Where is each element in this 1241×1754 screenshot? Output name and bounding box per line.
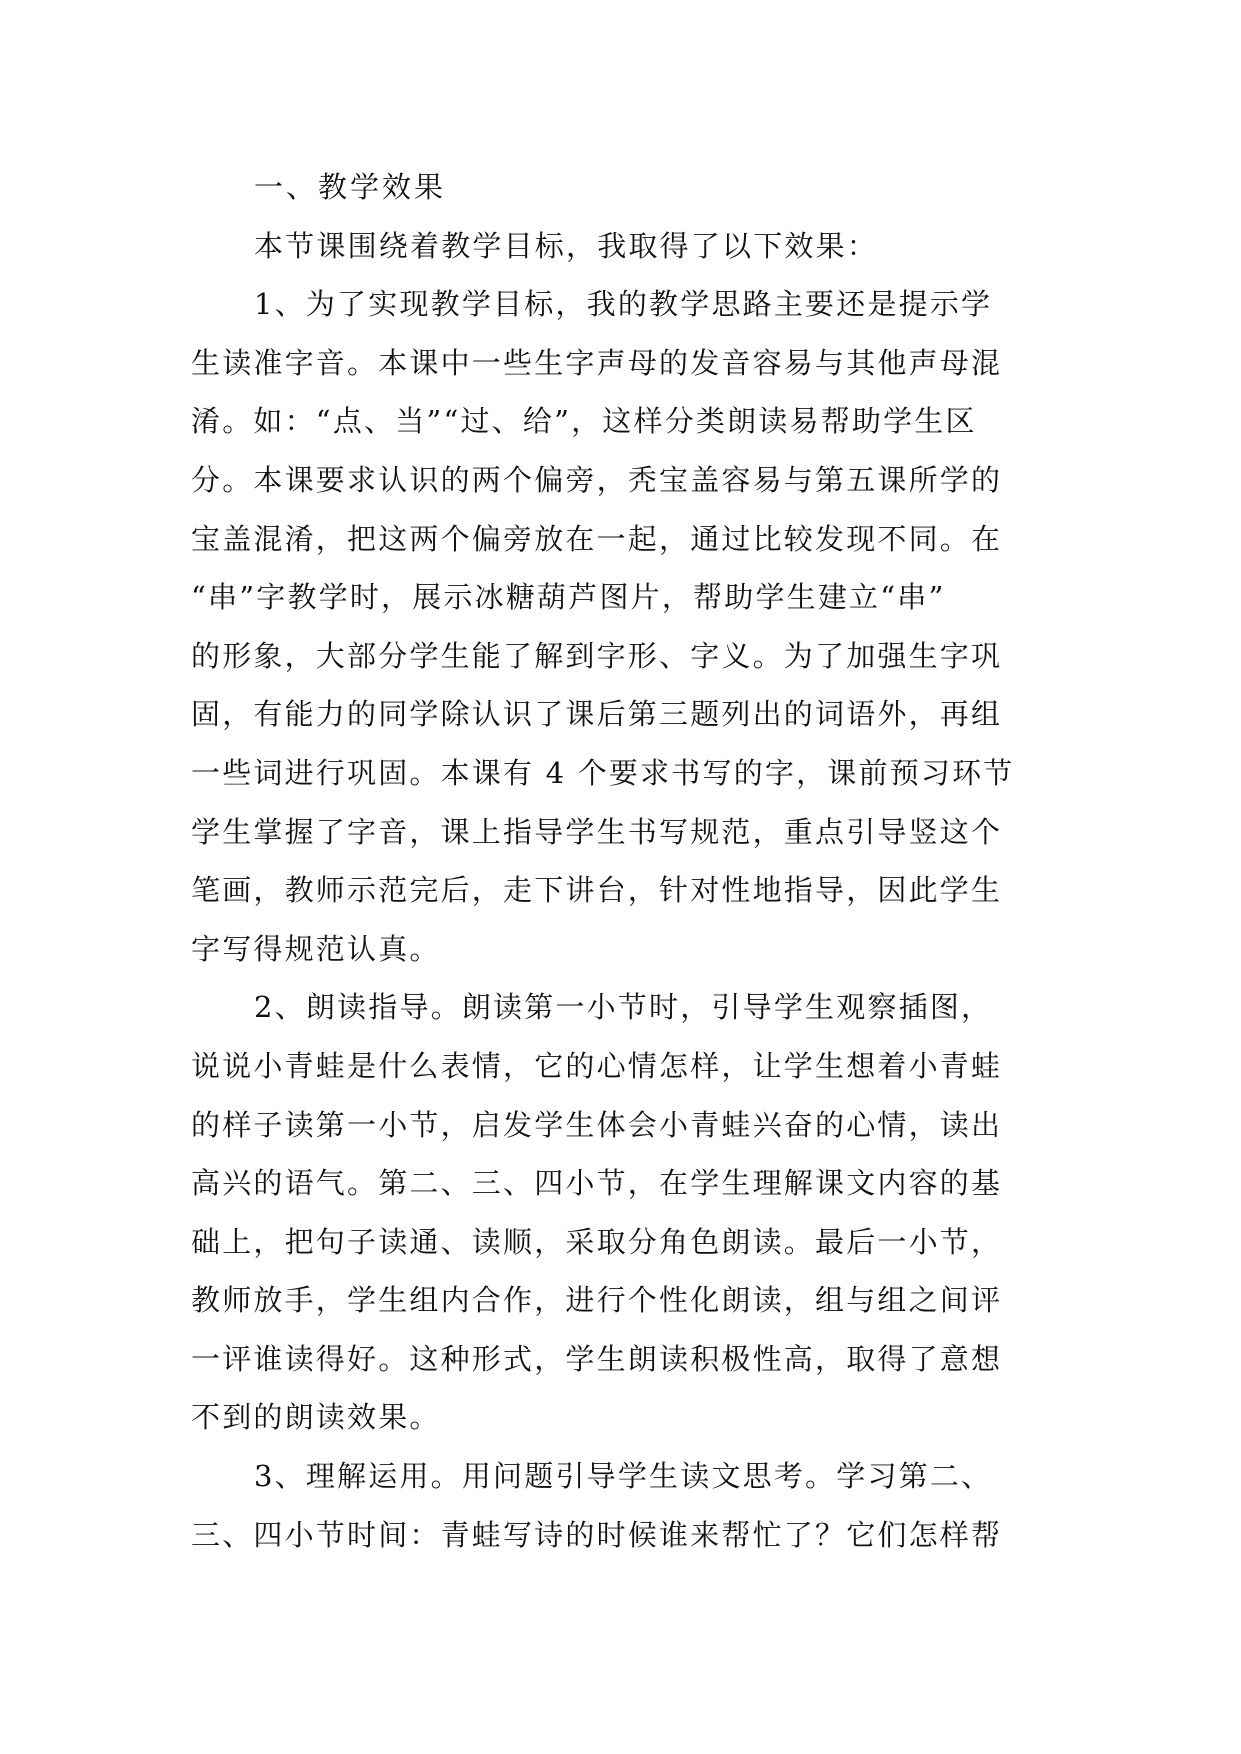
paragraph-1-line: 笔画，教师示范完后，走下讲台，针对性地指导，因此学生 — [191, 873, 1003, 908]
paragraph-1-line: “串”字教学时，展示冰糖葫芦图片，帮助学生建立“串” — [191, 580, 946, 615]
paragraph-2-line: 高兴的语气。第二、三、四小节，在学生理解课文内容的基 — [191, 1166, 1003, 1201]
paragraph-2-line: 教师放手，学生组内合作，进行个性化朗读，组与组之间评 — [191, 1283, 1003, 1318]
paragraph-3-line: 三、四小节时间：青蛙写诗的时候谁来帮忙了？它们怎样帮 — [191, 1517, 1003, 1552]
intro-paragraph: 本节课围绕着教学目标，我取得了以下效果： — [254, 228, 879, 263]
paragraph-3 — [191, 1447, 1051, 1564]
paragraph-2-line: 的样子读第一小节，启发学生体会小青蛙兴奋的心情，读出 — [191, 1107, 1003, 1142]
paragraph-2-line: 不到的朗读效果。 — [191, 1400, 441, 1435]
paragraph-2-line: 说说小青蛙是什么表情，它的心情怎样，让学生想着小青蛙 — [191, 1048, 1003, 1083]
paragraph-1-line: 宝盖混淆，把这两个偏旁放在一起，通过比较发现不同。在 — [191, 521, 1003, 556]
paragraph-1-line: 淆。如：“点、当”“过、给”，这样分类朗读易帮助学生区 — [191, 404, 977, 439]
document-body — [191, 158, 1051, 1564]
paragraph-1-line: 分。本课要求认识的两个偏旁，秃宝盖容易与第五课所学的 — [191, 462, 1003, 497]
paragraph-1-line: 生读准字音。本课中一些生字声母的发音容易与其他声母混 — [191, 345, 1003, 380]
paragraph-2-line: 一评谁读得好。这种形式，学生朗读积极性高，取得了意想 — [191, 1341, 1003, 1376]
paragraph-1 — [191, 275, 1051, 978]
paragraph-1-line: 的形象，大部分学生能了解到字形、字义。为了加强生字巩 — [191, 638, 1003, 673]
section-heading: 一、教学效果 — [254, 170, 447, 204]
paragraph-3-line: 3、理解运用。用问题引导学生读文思考。学习第二、 — [254, 1459, 993, 1494]
paragraph-2 — [191, 978, 1051, 1447]
paragraph-1-line: 固，有能力的同学除认识了课后第三题列出的词语外，再组 — [191, 697, 1003, 732]
paragraph-1-line: 1、为了实现教学目标，我的教学思路主要还是提示学 — [254, 287, 993, 322]
paragraph-2-line: 础上，把句子读通、读顺，采取分角色朗读。最后一小节， — [191, 1224, 1003, 1259]
paragraph-2-line: 2、朗读指导。朗读第一小节时，引导学生观察插图， — [254, 990, 993, 1025]
paragraph-1-line: 学生掌握了字音，课上指导学生书写规范，重点引导竖这个 — [191, 814, 1003, 849]
paragraph-1-line: 一些词进行巩固。本课有 4 个要求书写的字，课前预习环节 — [191, 755, 1015, 790]
paragraph-1-line: 字写得规范认真。 — [191, 931, 441, 966]
